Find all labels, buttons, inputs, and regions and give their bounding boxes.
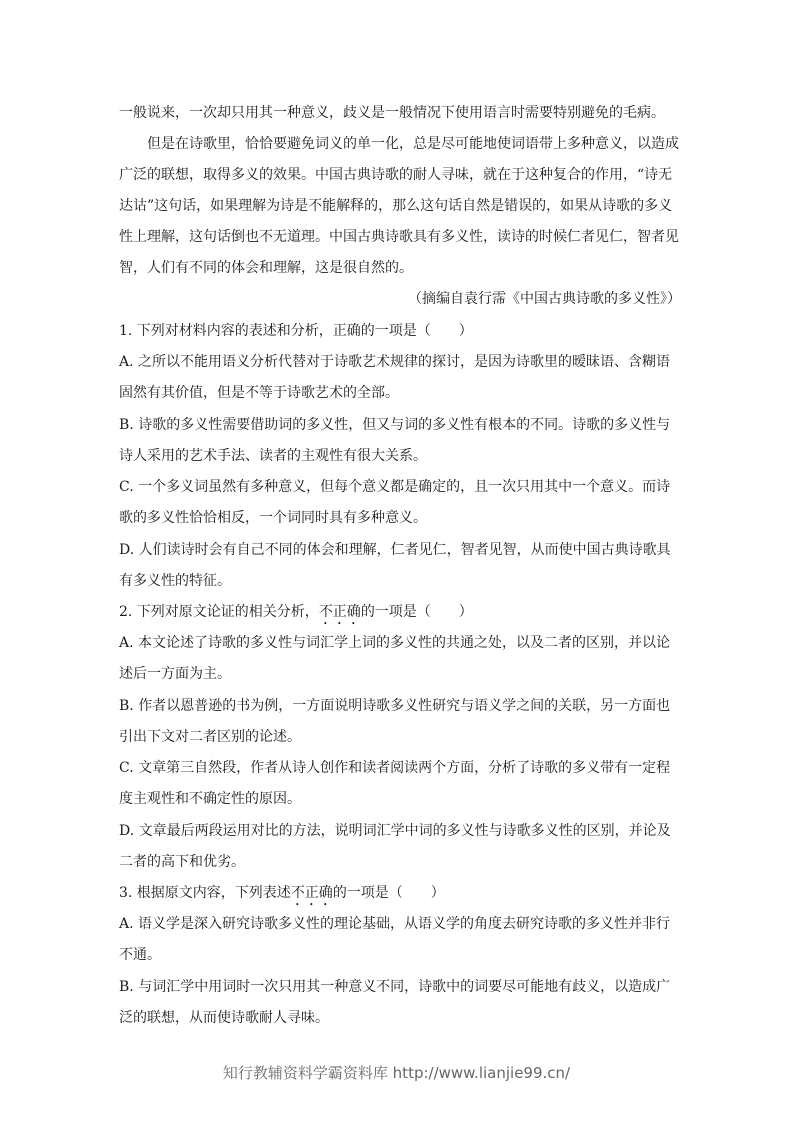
q2-option-c-cont: 度主观性和不确定性的原因。: [119, 791, 301, 807]
stem-text: 2. 下列对原文论证的相关分析，: [119, 604, 319, 620]
q2-option-d: D. 文章最后两段运用对比的方法，说明词汇学中词的多义性与诗歌多义性的区别，并论及: [119, 823, 671, 839]
passage-line: 但是在诗歌里，恰恰要避免词义的单一化，总是尽可能地使词语带上多种意义，以造成: [147, 136, 679, 152]
q3-option-a: A. 语义学是深入研究诗歌多义性的理论基础，从语义学的角度去研究诗歌的多义性并非行: [119, 916, 671, 932]
q1-option-b-cont: 诗人采用的艺术手法、读者的主观性有很大关系。: [119, 448, 427, 464]
q1-option-d: D. 人们读诗时会有自己不同的体会和理解，仁者见仁，智者见智，从而使中国古典诗歌具: [119, 542, 671, 558]
q2-option-d-cont: 二者的高下和优劣。: [119, 854, 245, 870]
q1-option-b: B. 诗歌的多义性需要借助词的多义性，但又与词的多义性有根本的不同。诗歌的多义性与: [119, 417, 671, 433]
q3-option-b-cont: 泛的联想，从而使诗歌耐人寻味。: [119, 1010, 329, 1026]
q2-option-c: C. 文章第三自然段，作者从诗人创作和读者阅读两个方面，分析了诗歌的多义带有一定程: [119, 760, 671, 776]
question-3-stem: [119, 883, 445, 909]
q1-option-a: A. 之所以不能用语义分析代替对于诗歌艺术规律的探讨，是因为诗歌里的暧昧语、含糊语: [119, 354, 671, 370]
passage-line: 广泛的联想，取得多义的效果。中国古典诗歌的耐人寻味，就在于这种复合的作用，“诗无: [119, 167, 673, 183]
q2-option-b: B. 作者以恩普逊的书为例，一方面说明诗歌多义性研究与语义学之间的关联，另一方面也: [119, 698, 671, 714]
q2-option-b-cont: 引出下文对二者区别的论述。: [119, 729, 301, 745]
footer-watermark: 知行教辅资料学霸资料库 http://www.lianjie99.cn/: [222, 1064, 571, 1082]
q3-option-a-cont: 不通。: [119, 947, 161, 963]
q1-option-c-cont: 歌的多义性恰恰相反，一个词同时具有多种意义。: [119, 510, 427, 526]
emphasis-text: 不正确: [290, 885, 333, 901]
stem-text: 的一项是（ ）: [360, 604, 473, 620]
q1-option-a-cont: 固然有其价值，但是不等于诗歌艺术的全部。: [119, 385, 399, 401]
emphasis-text: 不正确: [318, 604, 361, 620]
stem-text: 的一项是（ ）: [332, 885, 445, 901]
passage-line: 达诂”这句话，如果理解为诗是不能解释的，那么这句话自然是错误的，如果从诗歌的多义: [119, 198, 673, 214]
question-1-stem: 1. 下列对材料内容的表述和分析，正确的一项是（ ）: [119, 323, 473, 339]
passage-line: 一般说来，一次却只用其一种意义，歧义是一般情况下使用语言时需要特别避免的毛病。: [119, 105, 665, 121]
q3-option-b: B. 与词汇学中用词时一次只用其一种意义不同，诗歌中的词要尽可能地有歧义，以造成广: [119, 979, 671, 995]
q2-option-a-cont: 述后一方面为主。: [119, 666, 231, 682]
passage-line: 智，人们有不同的体会和理解，这是很自然的。: [119, 260, 413, 276]
stem-text: 3. 根据原文内容，下列表述: [119, 885, 291, 901]
q1-option-c: C. 一个多义词虽然有多种意义，但每个意义都是确定的，且一次只用其中一个意义。而诗: [119, 479, 671, 495]
passage-line: 性上理解，这句话倒也不无道理。中国古典诗歌具有多义性，读诗的时候仁者见仁，智者见: [119, 229, 679, 245]
question-2-stem: [119, 602, 473, 628]
passage-source: （摘编自袁行霈《中国古典诗歌的多义性》）: [408, 291, 681, 307]
q2-option-a: A. 本文论述了诗歌的多义性与词汇学上词的多义性的共通之处，以及二者的区别，并以论: [119, 635, 671, 651]
q1-option-d-cont: 有多义性的特征。: [119, 573, 231, 589]
